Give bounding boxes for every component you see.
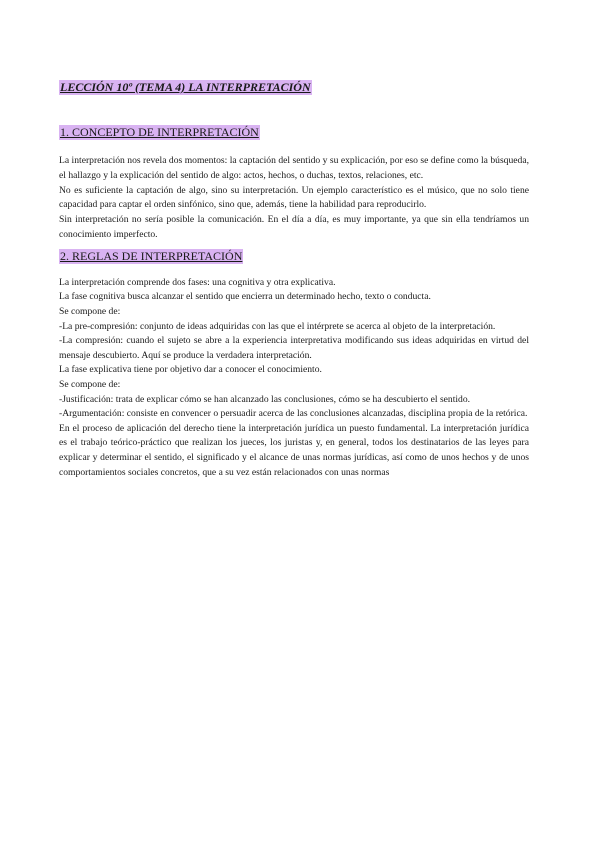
paragraph: La interpretación nos revela dos momentos: la captación del sentido y su explicación, por eso se define como la búsqueda, el hallazgo y la explicación del sentido de algo: actos, hechos, o duchas, textos, relaciones, etc. (59, 155, 529, 181)
paragraph: La fase cognitiva busca alcanzar el sentido que encierra un determinado hecho, texto o conducta. (59, 291, 431, 303)
paragraph: Se compone de: (59, 378, 121, 390)
paragraph: -La pre-compresión: conjunto de ideas adquiridas con las que el intérprete se acerca al objeto de la interpretación. (59, 320, 496, 332)
paragraph: Se compone de: (59, 305, 121, 317)
paragraph: En el proceso de aplicación del derecho tiene la interpretación jurídica un puesto fundamental. La interpretación jurídica es el trabajo teórico-práctico que realizan los jueces, los juristas y, en general, todos los destinatarios de las leyes para explicar y determinar el sentido, el significado y el alcance de unas normas jurídicas, así como de unos hechos y de unos comportamientos sociales concretos, que a su vez están relacionados con unas normas (59, 422, 529, 478)
paragraph: La fase explicativa tiene por objetivo dar a conocer el conocimiento. (59, 364, 322, 376)
paragraph: No es suficiente la captación de algo, sino su interpretación. Un ejemplo característico es el músico, que no solo tiene capacidad para captar el orden sinfónico, sino que, además, tiene la habilidad para reproducirlo. (59, 184, 529, 211)
paragraph: -Justificación: trata de explicar cómo se han alcanzado las conclusiones, cómo se ha descubierto el sentido. (59, 393, 471, 405)
paragraph: -Argumentación: consiste en convencer o persuadir acerca de las conclusiones alcanzadas, disciplina propia de la retórica. (59, 408, 528, 420)
section-reglas (59, 243, 529, 480)
paragraph: La interpretación comprende dos fases: una cognitiva y otra explicativa. (59, 276, 336, 288)
section-concepto (59, 123, 529, 243)
section-heading-concepto: 1. CONCEPTO DE INTERPRETACIÓN (60, 125, 259, 139)
page-title: LECCIÓN 10º (TEMA 4) LA INTERPRETACIÓN (60, 80, 311, 94)
paragraph: -La compresión: cuando el sujeto se abre a la experiencia interpretativa modificando sus ideas adquiridas en virtud del mensaje descubierto. Aquí se produce la verdadera interpretación. (59, 335, 529, 361)
paragraph: Sin interpretación no sería posible la comunicación. En el día a día, es muy importante, ya que sin ella tendríamos un conocimiento imperfecto. (59, 214, 529, 240)
document-page (59, 78, 529, 480)
section-heading-reglas: 2. REGLAS DE INTERPRETACIÓN (60, 248, 243, 263)
